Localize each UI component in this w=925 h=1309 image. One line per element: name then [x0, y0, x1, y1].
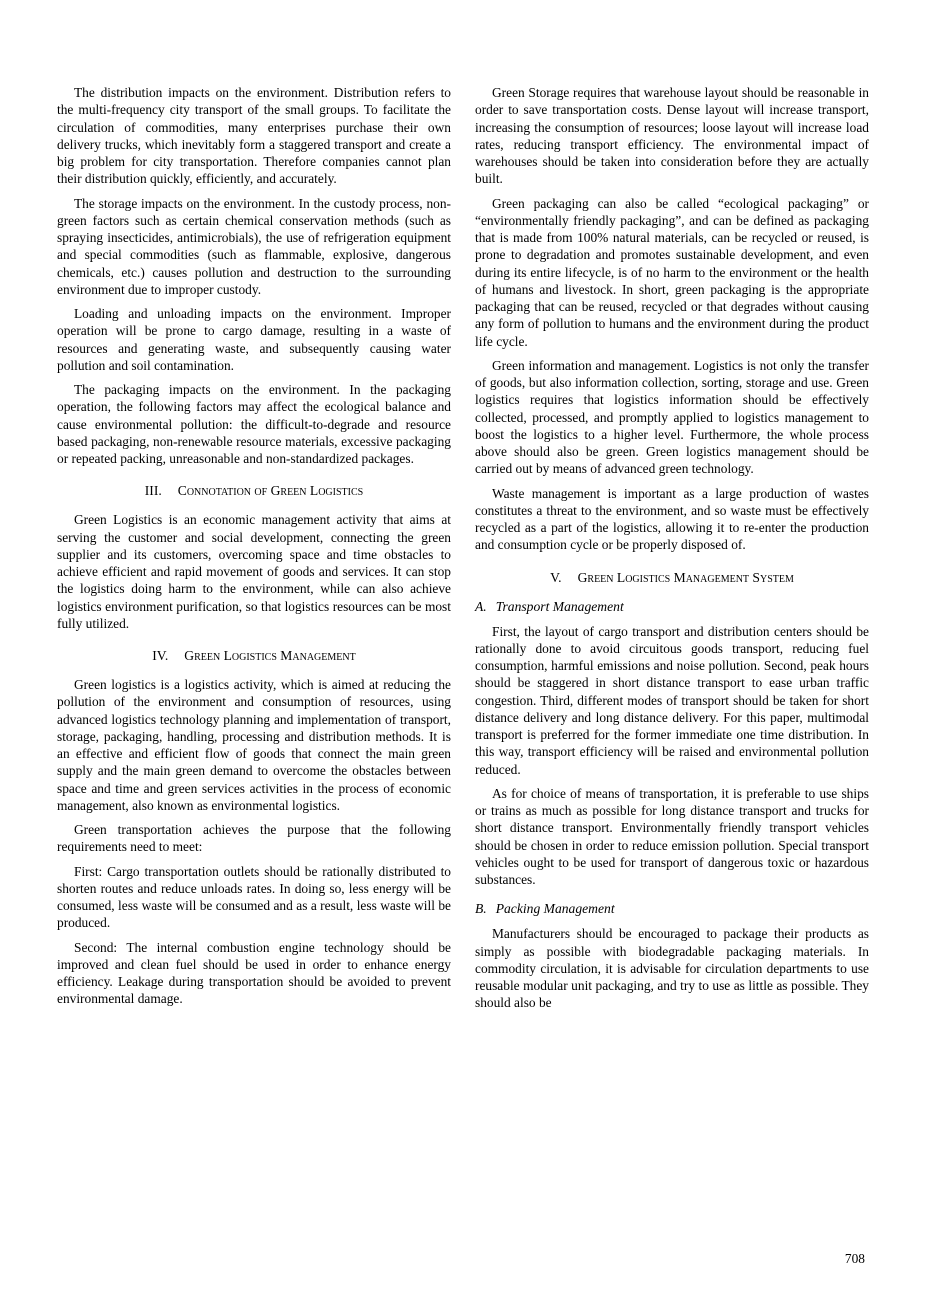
subsection-title: Transport Management	[495, 598, 624, 614]
paragraph-waste-management: Waste management is important as a large production of wastes constitutes a threat to the environment, and so waste must be effectively recycled as a part of the logistics, allowing it to re-enter the production and consumption cycle or be properly disposed of.	[475, 485, 869, 553]
subsection-label: A.	[475, 598, 487, 614]
two-column-layout	[57, 84, 869, 1019]
paragraph-packing-manufacturers: Manufacturers should be encouraged to package their products as simply as possible with biodegradable packaging materials. In commodity circulation, it is advisable for circulation departments to use reusable modular unit packaging, and try to use as little as possible. They should also be	[475, 926, 869, 1011]
paragraph-second-requirement: Second: The internal combustion engine technology should be improved and clean fuel should be used in order to enhance energy efficiency. Leakage during transportation should be avoided to prevent environmental damage.	[57, 939, 451, 1007]
section-numeral: V.	[550, 569, 562, 585]
subsection-label: B.	[475, 901, 487, 917]
paragraph-storage-impacts: The storage impacts on the environment. In the custody process, non-green factors such as certain chemical conservation methods (such as spraying insecticides, antimicrobials), the use of refrigeration equipment and special commodities (such as flammable, explosive, dangerous chemicals, etc.) causes pollution and destruction to the surrounding environment due to improper custody.	[57, 195, 451, 297]
section-title: Green Logistics Management System	[577, 569, 794, 585]
page-number: 708	[844, 1251, 865, 1266]
paragraph-green-packaging: Green packaging can also be called “ecological packaging” or “environmentally friendly packaging”, and can be defined as packaging that is made from 100% natural materials, can be recycled or reused, is prone to degradation and promotes sustainable development, and even during its entire lifecycle, is of no harm to the environment or the health of humans and livestock. In short, green packaging is the appropriate packaging that can be reused, recycled or that degrades without causing any form of pollution to humans and the environment during the product life cycle.	[475, 195, 869, 349]
section-numeral: III.	[144, 483, 162, 499]
paragraph-green-logistics-definition: Green logistics is a logistics activity, which is aimed at reducing the pollution of the environment and consumption of resources, using advanced logistics technology planning and implementation of transport, storage, packaging, handling, processing and distribution methods. It is an effective and efficient flow of goods that connect the main green supply and the main green demand to overcome the obstacles between space and time and green services activities in the process of economic management, also known as environmental logistics.	[57, 677, 451, 813]
section-title: Connotation of Green Logistics	[177, 483, 364, 499]
subsection-title: Packing Management	[495, 901, 615, 917]
paragraph-distribution-impacts: The distribution impacts on the environment. Distribution refers to the multi-frequency city transport of the small groups. To facilitate the circulation of commodities, many enterprises purchase their own delivery trucks, which inevitably form a staggered transport and create a big problem for city transportation. Therefore companies cannot plan their distribution quickly, efficiently, and accurately.	[57, 85, 451, 187]
section-heading-connotation	[57, 483, 451, 499]
right-column	[475, 84, 869, 1019]
paragraph-transport-choice: As for choice of means of transportation, it is preferable to use ships or trains as much as possible for long distance transport and trucks for short distance transport. Environmentally friendly transport vehicles should be chosen in order to reduce emission pollution. Special transport vehicles ought to be used for transport of dangerous toxic or hazardous substances.	[475, 785, 869, 887]
left-column	[57, 84, 451, 1019]
section-heading-management-system	[475, 570, 869, 586]
subsection-heading-packing-management	[475, 901, 869, 917]
paragraph-packaging-impacts: The packaging impacts on the environment. In the packaging operation, the following factors may affect the ecological balance and cause environmental pollution: the difficult-to-degrade and resource based packaging, non-renewable resource materials, excessive packaging or repeated packing, unreasonable and non-standardized packages.	[57, 382, 451, 466]
section-numeral: IV.	[152, 648, 169, 663]
paragraph-green-information-management: Green information and management. Logistics is not only the transfer of goods, but also information collection, sorting, storage and use. Green logistics requires that logistics information should be effectively collected, processed, and promptly applied to logistics management to boost the logistics to a higher level. Furthermore, the whole process above should also be green. Green logistics management should be carried out by means of advanced green technology.	[475, 357, 869, 477]
section-title: Green Logistics Management	[184, 648, 356, 663]
subsection-heading-transport-management	[475, 599, 869, 615]
paragraph-green-transportation-purpose: Green transportation achieves the purpose that the following requirements need to meet:	[57, 822, 451, 855]
paragraph-first-requirement: First: Cargo transportation outlets should be rationally distributed to shorten routes and reduce unloads rates. In doing so, less energy will be consumed, less waste will be consumed and as a result, less waste will be produced.	[57, 863, 451, 931]
paragraph-transport-layout: First, the layout of cargo transport and distribution centers should be rationally done to avoid circuitous goods transport, reducing fuel consumption, harmful emissions and noise pollution. Second, peak hours should be staggered in short distance transport to ease urban traffic congestion. Third, different modes of transport should be taken for short distance delivery and long distance delivery. For this paper, multimodal transport is preferred for the former immediate one time distribution. In this way, transport efficiency will be raised and environmental pollution reduced.	[475, 623, 869, 777]
paragraph-green-storage: Green Storage requires that warehouse layout should be reasonable in order to save transportation costs. Dense layout will increase transport, increasing the consumption of resources; loose layout will increase load rates, reducing transport efficiency. The environmental impact of warehouses should be taken into consideration before they are actually built.	[475, 85, 869, 187]
paragraph-loading-unloading-impacts: Loading and unloading impacts on the environment. Improper operation will be prone to cargo damage, resulting in a waste of resources and generating waste, and subsequently causing water pollution and soil contamination.	[57, 306, 451, 373]
paragraph-connotation-green-logistics: Green Logistics is an economic management activity that aims at serving the customer and social development, connecting the green supplier and its customers, overcoming space and time obstacles to achieve efficient and rapid movement of goods and services. It can stop the logistics doing harm to the environment, while can also achieve logistics environment purification, so that logistics resources can be most fully utilized.	[57, 512, 451, 631]
section-heading-green-logistics-management	[57, 648, 451, 664]
